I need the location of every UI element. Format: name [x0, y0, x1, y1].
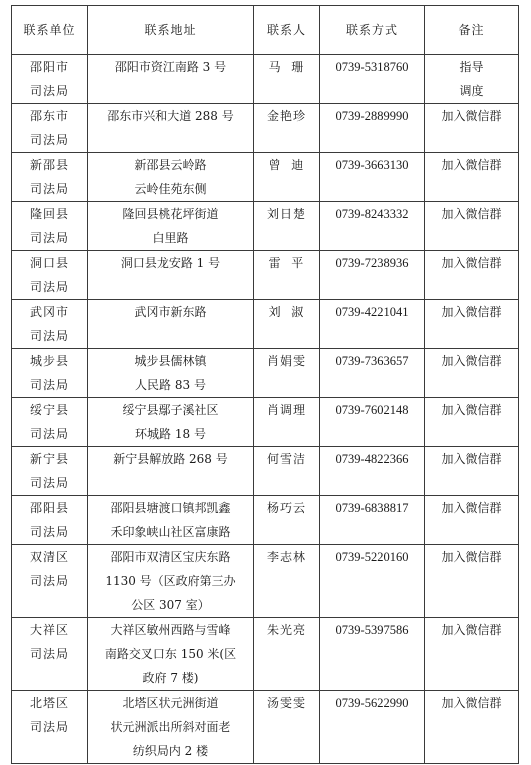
note-cell: [425, 349, 519, 398]
unit-cell: [12, 55, 88, 104]
phone-cell: 0739-5397586: [320, 618, 425, 691]
person-cell: 肖娟雯: [254, 349, 320, 398]
address-cell: [88, 55, 254, 104]
note-cell: [425, 496, 519, 545]
note-cell: [425, 618, 519, 691]
note-cell-line: 加入微信群: [441, 452, 502, 466]
note-cell: [425, 55, 519, 104]
note-cell: [425, 202, 519, 251]
unit-cell: [12, 251, 88, 300]
address-cell: [88, 447, 254, 496]
note-cell: [425, 153, 519, 202]
address-cell-line: 政府 7 楼): [142, 671, 199, 685]
address-cell-line: 南路交叉口东 150 米(区: [104, 647, 237, 661]
address-cell: [88, 104, 254, 153]
address-cell: [88, 202, 254, 251]
address-cell-line: 邵阳市双清区宝庆东路: [110, 550, 231, 564]
table-row: [12, 545, 519, 618]
unit-cell-line: 司法局: [29, 133, 69, 147]
note-cell-line: 指导: [459, 60, 484, 74]
unit-cell: [12, 496, 88, 545]
address-cell: [88, 691, 254, 764]
note-cell-line: 加入微信群: [441, 354, 502, 368]
unit-cell-line: 司法局: [29, 182, 69, 196]
phone-cell: 0739-7602148: [320, 398, 425, 447]
phone-cell: 0739-4822366: [320, 447, 425, 496]
address-cell-line: 禾印象峡山社区富康路: [110, 525, 231, 539]
person-cell: 曾 迪: [254, 153, 320, 202]
unit-cell: [12, 104, 88, 153]
unit-cell-line: 邵东市: [29, 109, 69, 123]
header-address: 联系地址: [88, 6, 254, 55]
address-cell-line: 新邵县云岭路: [134, 158, 207, 172]
unit-cell: [12, 618, 88, 691]
unit-cell-line: 司法局: [29, 525, 69, 539]
note-cell-line: 加入微信群: [441, 256, 502, 270]
unit-cell: [12, 447, 88, 496]
address-cell: [88, 618, 254, 691]
note-cell: [425, 545, 519, 618]
phone-cell: 0739-8243332: [320, 202, 425, 251]
person-cell: 汤雯雯: [254, 691, 320, 764]
unit-cell-line: 司法局: [29, 427, 69, 441]
note-cell: [425, 251, 519, 300]
unit-cell: [12, 691, 88, 764]
unit-cell-line: 大祥区: [29, 623, 69, 637]
table-row: [12, 202, 519, 251]
unit-cell: [12, 398, 88, 447]
unit-cell-line: 新邵县: [29, 158, 69, 172]
unit-cell: [12, 349, 88, 398]
address-cell-line: 人民路 83 号: [135, 378, 206, 392]
address-cell-line: 武冈市新东路: [134, 305, 207, 319]
unit-cell-line: 武冈市: [29, 305, 69, 319]
unit-cell-line: 司法局: [29, 574, 69, 588]
address-cell-line: 公区 307 室）: [131, 598, 210, 612]
address-cell-line: 北塔区状元洲街道: [122, 696, 219, 710]
note-cell: [425, 104, 519, 153]
address-cell: [88, 153, 254, 202]
address-cell-line: 1130 号（区政府第三办: [105, 574, 236, 588]
unit-cell-line: 洞口县: [29, 256, 69, 270]
phone-cell: 0739-7363657: [320, 349, 425, 398]
note-cell-line: 加入微信群: [441, 305, 502, 319]
note-cell-line: 加入微信群: [441, 501, 502, 515]
table-row: [12, 618, 519, 691]
phone-cell: 0739-5220160: [320, 545, 425, 618]
person-cell: 雷 平: [254, 251, 320, 300]
address-cell: [88, 398, 254, 447]
address-cell-line: 邵东市兴和大道 288 号: [107, 109, 234, 123]
note-cell-line: 调度: [459, 84, 484, 98]
table-row: [12, 104, 519, 153]
person-cell: 肖调理: [254, 398, 320, 447]
address-cell-line: 环城路 18 号: [135, 427, 206, 441]
person-cell: 刘 淑: [254, 300, 320, 349]
unit-cell-line: 司法局: [29, 329, 69, 343]
address-cell-line: 大祥区敏州西路与雪峰: [110, 623, 231, 637]
table-row: [12, 691, 519, 764]
address-cell: [88, 545, 254, 618]
address-cell: [88, 251, 254, 300]
note-cell-line: 加入微信群: [441, 403, 502, 417]
address-cell-line: 状元洲派出所斜对面老: [110, 720, 231, 734]
note-cell-line: 加入微信群: [441, 696, 502, 710]
address-cell-line: 绥宁县鄢子溪社区: [122, 403, 219, 417]
table-row: [12, 55, 519, 104]
unit-cell-line: 邵阳县: [29, 501, 69, 515]
unit-cell-line: 司法局: [29, 476, 69, 490]
note-cell: [425, 447, 519, 496]
phone-cell: 0739-7238936: [320, 251, 425, 300]
unit-cell-line: 司法局: [29, 378, 69, 392]
phone-cell: 0739-5622990: [320, 691, 425, 764]
person-cell: 马 珊: [254, 55, 320, 104]
note-cell-line: 加入微信群: [441, 158, 502, 172]
address-cell-line: 城步县儒林镇: [134, 354, 207, 368]
unit-cell-line: 城步县: [29, 354, 69, 368]
address-cell: [88, 349, 254, 398]
phone-cell: 0739-6838817: [320, 496, 425, 545]
person-cell: 杨巧云: [254, 496, 320, 545]
address-cell-line: 邵阳县塘渡口镇邦凯鑫: [110, 501, 231, 515]
address-cell-line: 新宁县解放路 268 号: [113, 452, 228, 466]
table-row: [12, 300, 519, 349]
person-cell: 刘日楚: [254, 202, 320, 251]
header-phone: 联系方式: [320, 6, 425, 55]
phone-cell: 0739-2889990: [320, 104, 425, 153]
table-row: [12, 398, 519, 447]
unit-cell: [12, 300, 88, 349]
note-cell-line: 加入微信群: [441, 109, 502, 123]
note-cell-line: 加入微信群: [441, 550, 502, 564]
unit-cell-line: 司法局: [29, 280, 69, 294]
contacts-table: [11, 5, 519, 764]
table-row: [12, 349, 519, 398]
address-cell-line: 白里路: [152, 231, 189, 245]
person-cell: 李志林: [254, 545, 320, 618]
unit-cell-line: 邵阳市: [29, 60, 69, 74]
header-person: 联系人: [254, 6, 320, 55]
address-cell-line: 洞口县龙安路 1 号: [120, 256, 221, 270]
table-body: [12, 55, 519, 764]
address-cell-line: 隆回县桃花坪街道: [122, 207, 219, 221]
table-row: [12, 153, 519, 202]
address-cell-line: 云岭佳苑东侧: [134, 182, 207, 196]
person-cell: 金艳珍: [254, 104, 320, 153]
table-header: [12, 6, 519, 55]
unit-cell: [12, 202, 88, 251]
table-row: [12, 496, 519, 545]
address-cell: [88, 496, 254, 545]
header-unit: 联系单位: [12, 6, 88, 55]
unit-cell-line: 新宁县: [29, 452, 69, 466]
table-row: [12, 251, 519, 300]
unit-cell-line: 司法局: [29, 231, 69, 245]
note-cell: [425, 300, 519, 349]
phone-cell: 0739-3663130: [320, 153, 425, 202]
unit-cell-line: 司法局: [29, 720, 69, 734]
unit-cell-line: 北塔区: [29, 696, 69, 710]
address-cell-line: 纺织局内 2 楼: [132, 744, 209, 758]
unit-cell-line: 绥宁县: [29, 403, 69, 417]
address-cell-line: 邵阳市资江南路 3 号: [114, 60, 227, 74]
unit-cell-line: 隆回县: [29, 207, 69, 221]
phone-cell: 0739-4221041: [320, 300, 425, 349]
unit-cell-line: 双清区: [29, 550, 69, 564]
unit-cell-line: 司法局: [29, 84, 69, 98]
table-row: [12, 447, 519, 496]
note-cell: [425, 398, 519, 447]
phone-cell: 0739-5318760: [320, 55, 425, 104]
unit-cell: [12, 153, 88, 202]
header-row: [12, 6, 519, 55]
unit-cell: [12, 545, 88, 618]
note-cell-line: 加入微信群: [441, 207, 502, 221]
note-cell-line: 加入微信群: [441, 623, 502, 637]
person-cell: 朱光亮: [254, 618, 320, 691]
header-note: 备注: [425, 6, 519, 55]
address-cell: [88, 300, 254, 349]
person-cell: 何雪洁: [254, 447, 320, 496]
unit-cell-line: 司法局: [29, 647, 69, 661]
note-cell: [425, 691, 519, 764]
